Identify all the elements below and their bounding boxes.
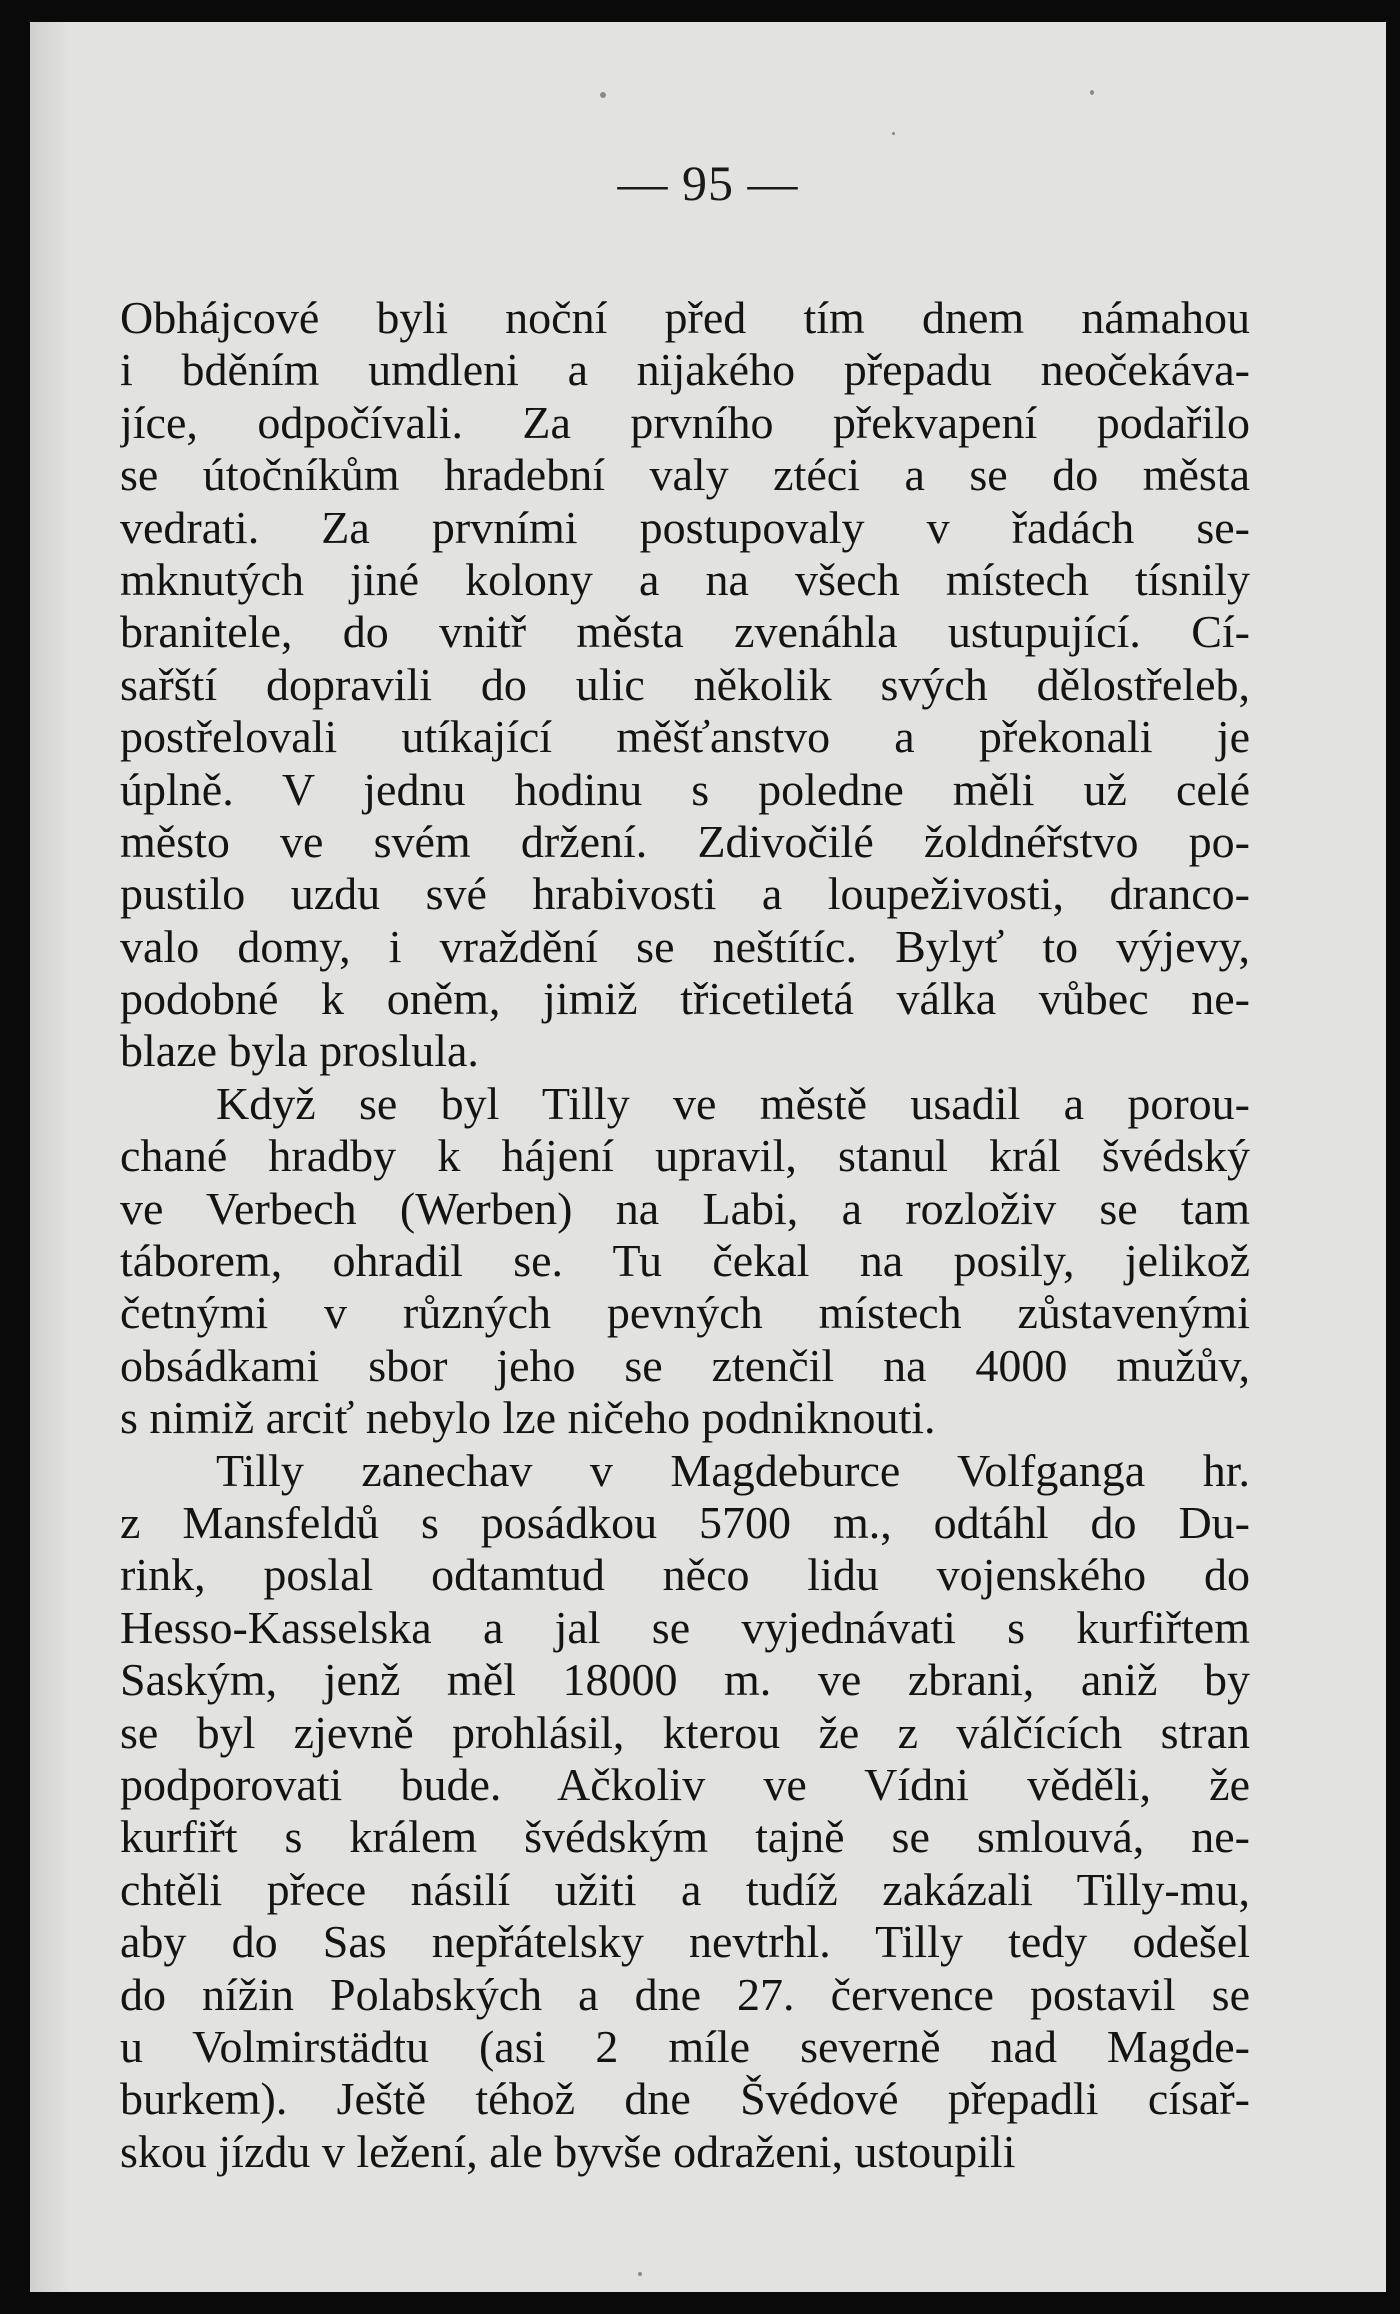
text-line: blaze byla proslula. [120, 1025, 479, 1077]
text-line: ve Verbech (Werben) na Labi, a rozloživ se tam [120, 1182, 1250, 1234]
paper-speck [892, 132, 895, 135]
text-line: skou jízdu v ležení, ale byvše odraženi, ustoupili [120, 2125, 1016, 2177]
text-line: chtěli přece násilí užiti a tudíž zakázali Tilly-mu, [120, 1863, 1250, 1915]
text-line: Obhájcové byli noční před tím dnem námahou [120, 292, 1250, 343]
text-line: i bděním umdleni a nijakého přepadu neočekáva- [120, 344, 1250, 396]
text-line: Hesso-Kasselska a jal se vyjednávati s kurfiřtem [120, 1601, 1250, 1653]
text-line: obsádkami sbor jeho se ztenčil na 4000 mužův, [120, 1339, 1250, 1391]
book-page [30, 22, 1386, 2292]
text-line: aby do Sas nepřátelsky nevtrhl. Tilly tedy odešel [120, 1916, 1250, 1968]
page-number: — 95 — [617, 155, 799, 211]
text-line: sařští dopravili do ulic několik svých dělostřeleb, [120, 658, 1250, 710]
text-line: do nížin Polabských a dne 27. července postavil se [120, 1968, 1250, 2020]
text-line: úplně. V jednu hodinu s poledne měli už celé [120, 763, 1250, 815]
text-line: valo domy, i vraždění se neštítíc. Bylyť to výjevy, [120, 920, 1250, 972]
paper-speck [638, 2272, 642, 2276]
text-line: chané hradby k hájení upravil, stanul král švédský [120, 1130, 1250, 1182]
text-line: Když se byl Tilly ve městě usadil a porou- [216, 1077, 1250, 1129]
text-line: rink, poslal odtamtud něco lidu vojenského do [120, 1549, 1250, 1601]
text-line: burkem). Ještě téhož dne Švédové přepadli císař- [120, 2073, 1250, 2125]
text-line: podporovati bude. Ačkoliv ve Vídni věděli, že [120, 1758, 1250, 1810]
text-line: četnými v různých pevných místech zůstavenými [120, 1287, 1250, 1339]
text-line: s nimiž arciť nebylo lze ničeho podniknouti. [120, 1392, 936, 1444]
paragraph [120, 1078, 1250, 1445]
text-line: u Volmirstädtu (asi 2 míle severně nad Magde- [120, 2020, 1250, 2072]
text-line: město ve svém držení. Zdivočilé žoldnéřstvo po- [120, 815, 1250, 867]
paper-speck [1090, 90, 1094, 95]
text-line: podobné k oněm, jimiž třicetiletá válka vůbec ne- [120, 973, 1250, 1025]
text-line: z Mansfeldů s posádkou 5700 m., odtáhl do Du- [120, 1496, 1250, 1548]
body-text [120, 292, 1250, 2178]
paragraph [120, 1445, 1250, 2178]
text-line: se útočníkům hradební valy ztéci a se do města [120, 449, 1250, 501]
text-line: mknutých jiné kolony a na všech místech tísnily [120, 553, 1250, 605]
text-line: Saským, jenž měl 18000 m. ve zbrani, aniž by [120, 1654, 1250, 1706]
text-line: kurfiřt s králem švédským tajně se smlouvá, ne- [120, 1811, 1250, 1863]
text-line: Tilly zanechav v Magdeburce Volfganga hr. [216, 1444, 1250, 1496]
text-line: táborem, ohradil se. Tu čekal na posily, jelikož [120, 1235, 1250, 1287]
text-line: se byl zjevně prohlásil, kterou že z válčících stran [120, 1706, 1250, 1758]
text-line: pustilo uzdu své hrabivosti a loupeživosti, dranco- [120, 868, 1250, 920]
binding-shadow [30, 22, 70, 2292]
text-line: jíce, odpočívali. Za prvního překvapení podařilo [120, 396, 1250, 448]
paragraph [120, 292, 1250, 1078]
paper-speck [600, 92, 606, 98]
text-line: postřelovali utíkající měšťanstvo a překonali je [120, 711, 1250, 763]
text-line: branitele, do vnitř města zvenáhla ustupující. Cí- [120, 606, 1250, 658]
text-line: vedrati. Za prvními postupovaly v řadách se- [120, 501, 1250, 553]
